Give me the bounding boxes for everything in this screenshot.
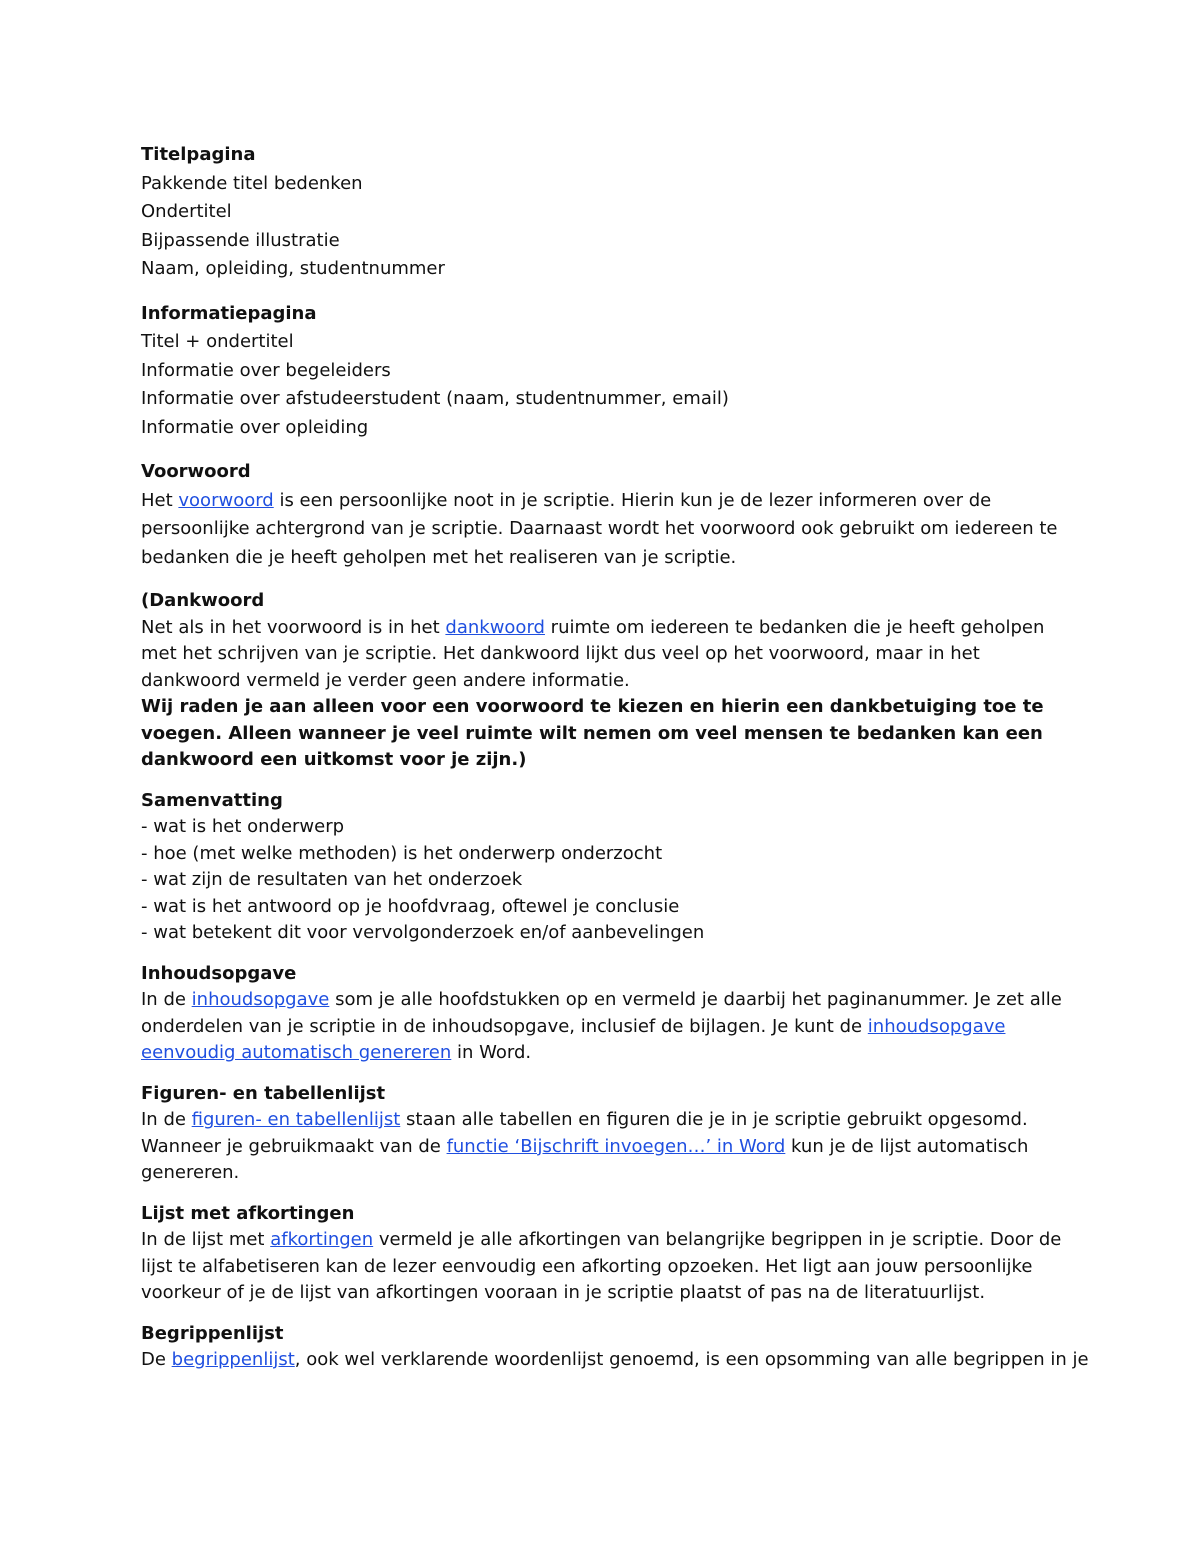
bold-paragraph: Wij raden je aan alleen voor een voorwoord te kiezen en hierin een dankbetuiging toe te voegen. Alleen wanneer je veel ruimte wilt nemen om veel mensen te bedanken kan een dankwoord een uitkomst voor je zijn.) [141, 696, 1044, 770]
bullet-line: - wat betekent dit voor vervolgonderzoek en/of aanbevelingen [141, 922, 705, 943]
paragraph [141, 487, 1071, 573]
bullet-line: - wat is het antwoord op je hoofdvraag, oftewel je conclusie [141, 895, 680, 917]
section-samenvatting [141, 788, 1071, 947]
figuren-tabellenlijst-link[interactable]: figuren- en tabellenlijst [191, 1109, 401, 1130]
section-heading: Figuren- en tabellenlijst [141, 1082, 386, 1104]
list-line: Informatie over afstudeerstudent (naam, studentnummer, email) [141, 388, 729, 409]
section-informatiepagina [141, 300, 1071, 443]
section-figuren-tabellenlijst [141, 1081, 1071, 1187]
paragraph-text: , ook wel verklarende woordenlijst genoemd, is een opsomming van alle begrippen in je [294, 1349, 1089, 1370]
paragraph [141, 1347, 1089, 1374]
section-heading: (Dankwoord [141, 590, 265, 611]
bijschrift-invoegen-link[interactable]: functie ‘Bijschrift invoegen…’ in Word [446, 1135, 786, 1157]
voorwoord-link[interactable]: voorwoord [178, 489, 274, 511]
paragraph [141, 987, 1071, 1067]
dankwoord-link[interactable]: dankwoord [445, 616, 545, 638]
list-line: Bijpassende illustratie [141, 229, 340, 251]
paragraph-text: Het [141, 489, 179, 511]
list-line: Titel + ondertitel [141, 331, 294, 352]
paragraph-text: staan alle tabellen en figuren die je in je scriptie gebruikt opgesomd. Wanneer je gebruikmaakt van de [141, 1109, 1028, 1157]
paragraph-text: ruimte om iedereen te bedanken die je heeft geholpen met het schrijven van je scriptie. Het dankwoord lijkt dus veel op het voorwoord, maar in het dankwoord vermeld je verder geen andere informatie. [141, 616, 1045, 691]
bullet-line: - wat zijn de resultaten van het onderzoek [141, 869, 523, 890]
paragraph-text: Net als in het voorwoord is in het [141, 616, 446, 638]
bullet-line: - hoe (met welke methoden) is het onderwerp onderzocht [141, 842, 663, 864]
paragraph [141, 1227, 1071, 1307]
bullet-line: - wat is het onderwerp [141, 816, 345, 837]
section-begrippenlijst [141, 1321, 1089, 1374]
begrippenlijst-link[interactable]: begrippenlijst [171, 1349, 295, 1370]
section-afkortingen [141, 1201, 1071, 1307]
section-dankwoord [141, 588, 1071, 774]
paragraph-text: in Word. [451, 1042, 532, 1063]
paragraph-text: som je alle hoofdstukken op en vermeld je daarbij het paginanummer. Je zet alle onderdelen van je scriptie in de inhoudsopgave, inclusief de bijlagen. Je kunt de [141, 989, 1062, 1037]
paragraph-text: is een persoonlijke noot in je scriptie. Hierin kun je de lezer informeren over de persoonlijke achtergrond van je scriptie. Daarnaast wordt het voorwoord ook gebruikt om iedereen te bedanken die je heeft geholpen met het realiseren van je scriptie. [141, 489, 1058, 568]
list-line: Naam, opleiding, studentnummer [141, 258, 445, 279]
section-heading: Begrippenlijst [141, 1322, 284, 1344]
section-heading: Voorwoord [141, 461, 251, 482]
document-page [141, 141, 1089, 1374]
paragraph-text: In de lijst met [141, 1229, 271, 1250]
list-line: Informatie over begeleiders [141, 359, 391, 381]
paragraph [141, 615, 1071, 695]
afkortingen-link[interactable]: afkortingen [270, 1229, 374, 1250]
section-heading: Informatiepagina [141, 302, 317, 324]
section-voorwoord [141, 458, 1071, 572]
list-line: Informatie over opleiding [141, 416, 369, 438]
paragraph-text: In de [141, 989, 192, 1010]
section-heading: Titelpagina [141, 144, 256, 165]
paragraph-text: kun je de lijst automatisch genereren. [141, 1135, 1029, 1183]
section-heading: Inhoudsopgave [141, 962, 297, 984]
inhoudsopgave-genereren-link[interactable]: inhoudsopgave eenvoudig automatisch genereren [141, 1015, 1006, 1063]
paragraph-text: In de [141, 1109, 192, 1130]
paragraph [141, 1107, 1071, 1187]
section-heading: Lijst met afkortingen [141, 1202, 355, 1224]
paragraph-text: vermeld je alle afkortingen van belangrijke begrippen in je scriptie. Door de lijst te alfabetiseren kan de lezer eenvoudig een afkorting opzoeken. Het ligt aan jouw persoonlijke voorkeur of je de lijst van afkortingen vooraan in je scriptie plaatst of pas na de literatuurlijst. [141, 1229, 1062, 1303]
inhoudsopgave-link[interactable]: inhoudsopgave [191, 989, 330, 1010]
list-line: Ondertitel [141, 201, 232, 222]
section-titelpagina [141, 141, 1071, 284]
list-line: Pakkende titel bedenken [141, 172, 363, 194]
section-inhoudsopgave [141, 961, 1071, 1067]
paragraph-text: De [141, 1349, 172, 1370]
section-heading: Samenvatting [141, 789, 283, 811]
